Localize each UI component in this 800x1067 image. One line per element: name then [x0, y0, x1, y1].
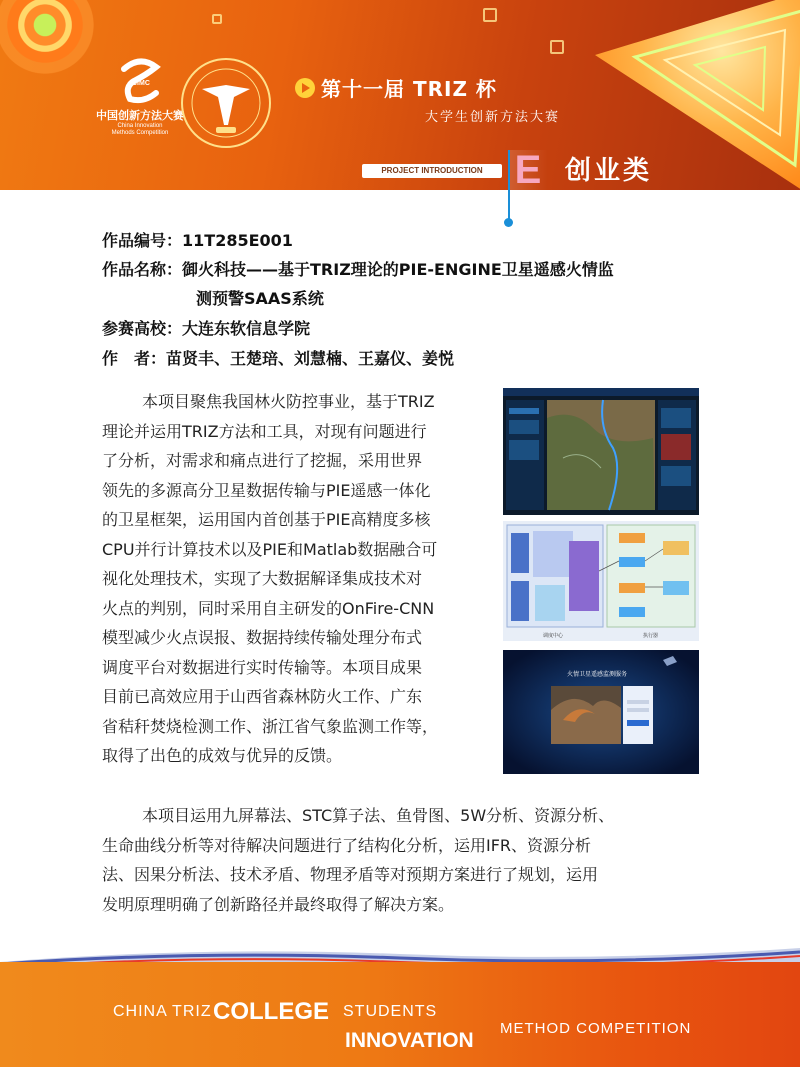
diagram-right-label: 执行器 — [643, 633, 659, 639]
satellite-map-dashboard-image — [503, 388, 699, 515]
svg-text:CIMC: CIMC — [132, 80, 150, 87]
triz-cup-emblem — [178, 55, 274, 151]
competition-subtitle: 大学生创新方法大赛 — [425, 110, 561, 125]
decorative-square — [212, 14, 222, 24]
footer-banner — [0, 940, 800, 1067]
authors: 作 者：苗贤丰、王楚琣、刘慧楠、王嘉仪、姜悦 — [102, 349, 455, 368]
divider-dot — [504, 218, 513, 227]
category-letter: E — [508, 150, 548, 190]
logo-en-text-2: Methods Competition — [111, 130, 169, 136]
project-name: 作品名称：御火科技——基于TRIZ理论的PIE-ENGINE卫星遥感火情监 — [102, 260, 614, 279]
image-caption: 火情卫星遥感监测服务 — [567, 671, 628, 678]
intro-paragraph: 本项目聚焦我国林火防控事业，基于TRIZ 理论并运用TRIZ方法和工具，对现有问题进行 了分析，对需求和痛点进行了挖掘，采用世界 领先的多源高分卫星数据传输与PIE遥感一体化 的卫星框架，运用国内首创基于PIE高精度多核 CPU并行计算技术以及PIE和Matlab数据融合可 视化处理技术，实现了大数据解译集成技术对 火点的判别，同时采用自主研发的OnFire-CNN 模型减少火点误报、数据持续传输处理分布式 调度平台对数据进行实时传输等。本项目成果 目前已高效应用于山西省森林防火工作、广东 省秸秆焚烧检测工作、浙江省气象监测工作等， 取得了出色的成效与优异的反馈。 — [102, 392, 439, 765]
decorative-square — [550, 40, 564, 54]
system-architecture-diagram-image — [503, 521, 699, 641]
competition-title: 第十一届 TRIZ 杯 — [295, 73, 497, 102]
school: 参赛高校：大连东软信息学院 — [102, 319, 311, 338]
divider-line — [508, 150, 510, 222]
project-name-line2: 测预警SAAS系统 — [196, 289, 324, 308]
diagram-left-label: 调度中心 — [543, 633, 564, 639]
monitoring-service-login-image — [503, 650, 699, 774]
project-introduction-tag: PROJECT INTRODUCTION — [362, 164, 502, 178]
footer-word-college: COLLEGE — [213, 998, 330, 1025]
project-id: 作品编号：11T285E001 — [102, 231, 293, 250]
logo-en-text-1: China Innovation — [117, 123, 163, 129]
footer-word-innovation: INNOVATION — [345, 1029, 474, 1052]
play-icon — [295, 78, 315, 98]
header-banner — [0, 0, 800, 190]
decorative-square — [483, 8, 497, 22]
analysis-paragraph: 本项目运用九屏幕法、STC算子法、鱼骨图、5W分析、资源分析、 生命曲线分析等对待解决问题进行了结构化分析，运用IFR、资源分析 法、因果分析法、技术矛盾、物理矛盾等对预期方案进行了规划，运用 发明原理明确了创新路径并最终取得了解决方案。 — [102, 806, 615, 914]
footer-word-method-competition: METHOD COMPETITION — [500, 1020, 692, 1037]
footer-word-china-triz: CHINA TRIZ — [113, 1003, 212, 1020]
category-name: 创业类 — [565, 156, 653, 186]
logo-cn-text: 中国创新方法大赛 — [96, 109, 184, 122]
footer-word-students: STUDENTS — [343, 1003, 438, 1020]
